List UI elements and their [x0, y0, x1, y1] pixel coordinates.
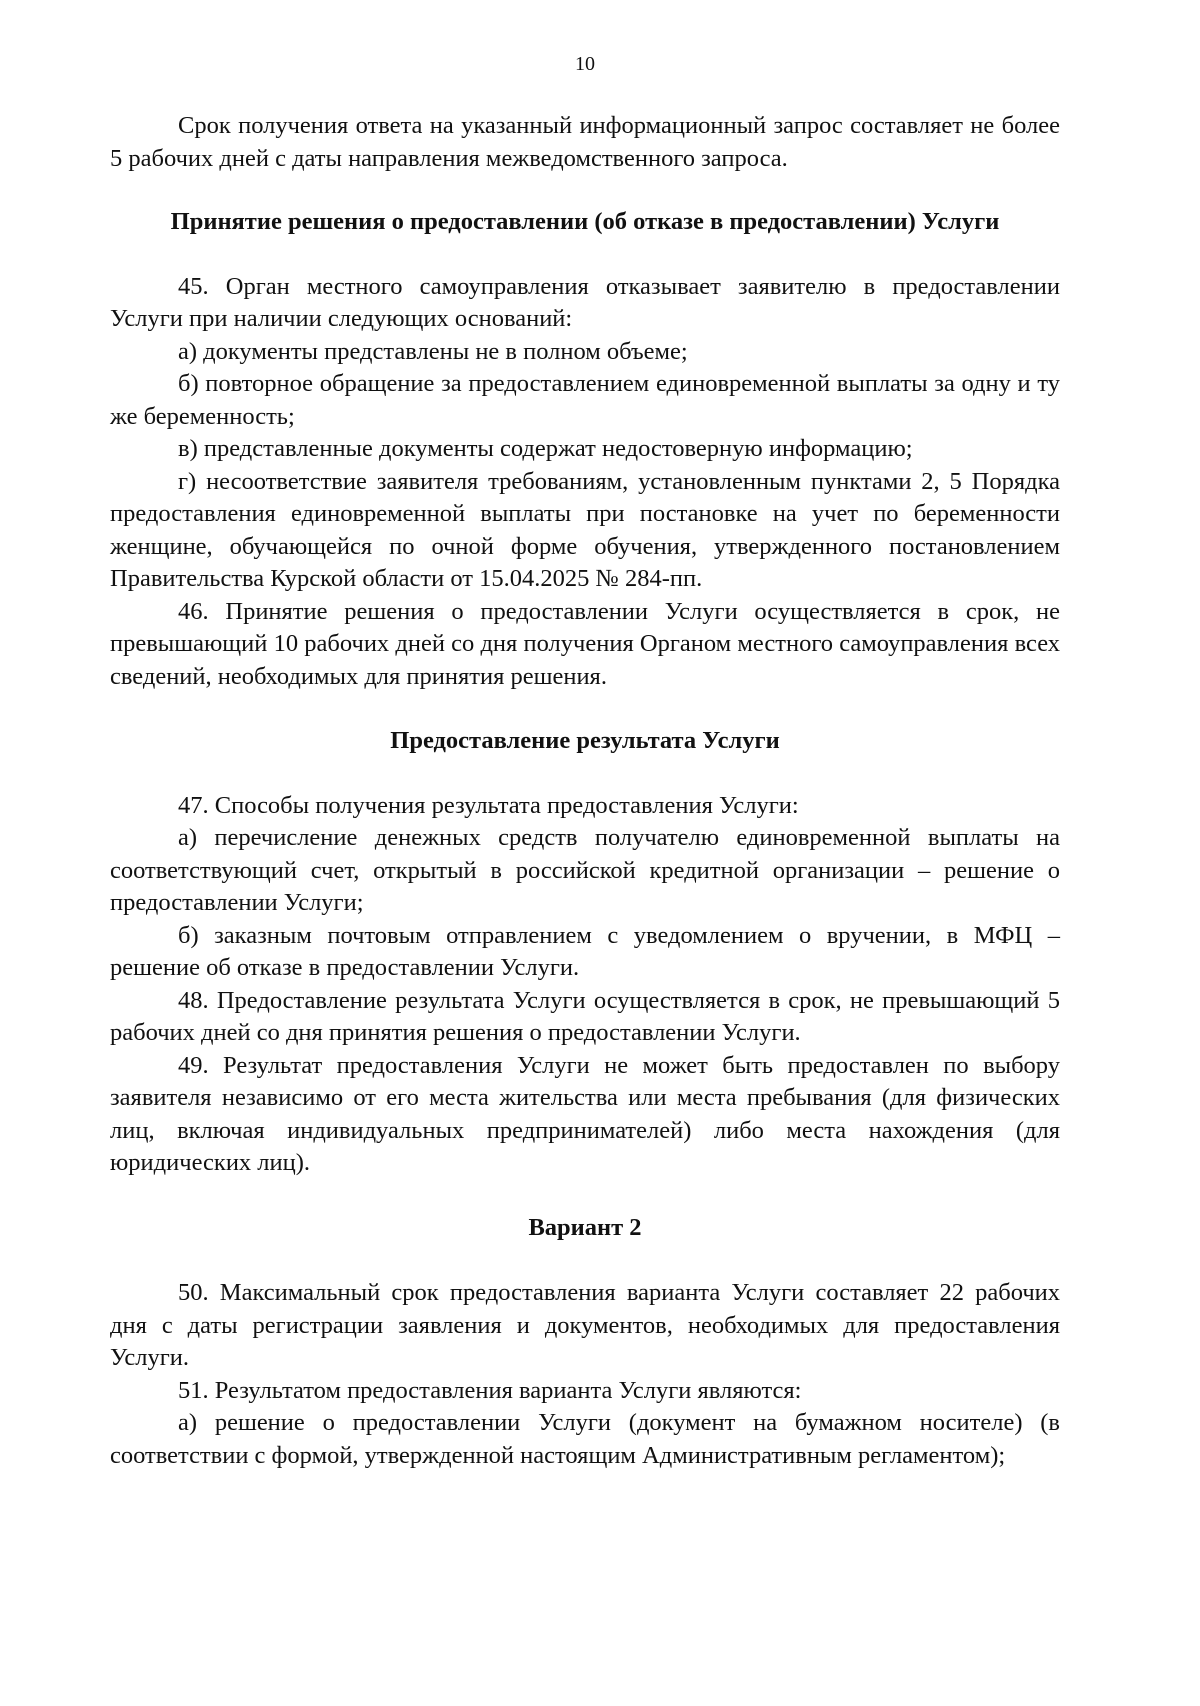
- heading-result: Предоставление результата Услуги: [390, 727, 780, 754]
- paragraph-49: 49. Результат предоставления Услуги не может быть предоставлен по выбору заявителя независимо от его места жительства или места пребывания (для физических лиц, включая индивидуальных предпринимателей) либо места нахождения (для юридических лиц).: [110, 1051, 1060, 1176]
- paragraph-47: 47. Способы получения результата предоставления Услуги:: [178, 791, 799, 819]
- paragraph-45-g: г) несоответствие заявителя требованиям, установленным пунктами 2, 5 Порядка предоставления единовременной выплаты при постановке на учет по беременности женщине, обучающейся по очной форме обучения, утвержденного постановлением Правительства Курской области от 15.04.2025 № 284-пп.: [110, 467, 1060, 592]
- paragraph-51-a: а) решение о предоставлении Услуги (документ на бумажном носителе) (в соответствии с формой, утвержденной настоящим Административным регламентом);: [110, 1409, 1060, 1469]
- paragraph-45-v: в) представленные документы содержат недостоверную информацию;: [178, 435, 913, 462]
- paragraph-47-b: б) заказным почтовым отправлением с уведомлением о вручении, в МФЦ – решение об отказе в предоставлении Услуги.: [110, 921, 1060, 981]
- paragraph-45: 45. Орган местного самоуправления отказывает заявителю в предоставлении Услуги при наличии следующих оснований:: [110, 272, 1060, 332]
- page-number: 10: [575, 53, 595, 75]
- paragraph-51: 51. Результатом предоставления варианта Услуги являются:: [178, 1376, 802, 1404]
- paragraph-45-b: б) повторное обращение за предоставлением единовременной выплаты за одну и ту же беременность;: [110, 370, 1060, 430]
- paragraph-46: 46. Принятие решения о предоставлении Услуги осуществляется в срок, не превышающий 10 рабочих дней со дня получения Органом местного самоуправления всех сведений, необходимых для принятия решения.: [110, 597, 1060, 690]
- paragraph-response-term: Срок получения ответа на указанный информационный запрос составляет не более 5 рабочих дней с даты направления межведомственного запроса.: [110, 112, 1060, 172]
- paragraph-47-a: а) перечисление денежных средств получателю единовременной выплаты на соответствующий счет, открытый в российской кредитной организации – решение о предоставлении Услуги;: [110, 824, 1060, 916]
- paragraph-45-a: а) документы представлены не в полном объеме;: [178, 337, 688, 365]
- heading-variant-2: Вариант 2: [528, 1213, 642, 1241]
- paragraph-48: 48. Предоставление результата Услуги осуществляется в срок, не превышающий 5 рабочих дней со дня принятия решения о предоставлении Услуги.: [110, 986, 1060, 1046]
- heading-decision: Принятие решения о предоставлении (об отказе в предоставлении) Услуги: [170, 208, 1000, 235]
- paragraph-50: 50. Максимальный срок предоставления варианта Услуги составляет 22 рабочих дня с даты регистрации заявления и документов, необходимых для предоставления Услуги.: [110, 1279, 1060, 1371]
